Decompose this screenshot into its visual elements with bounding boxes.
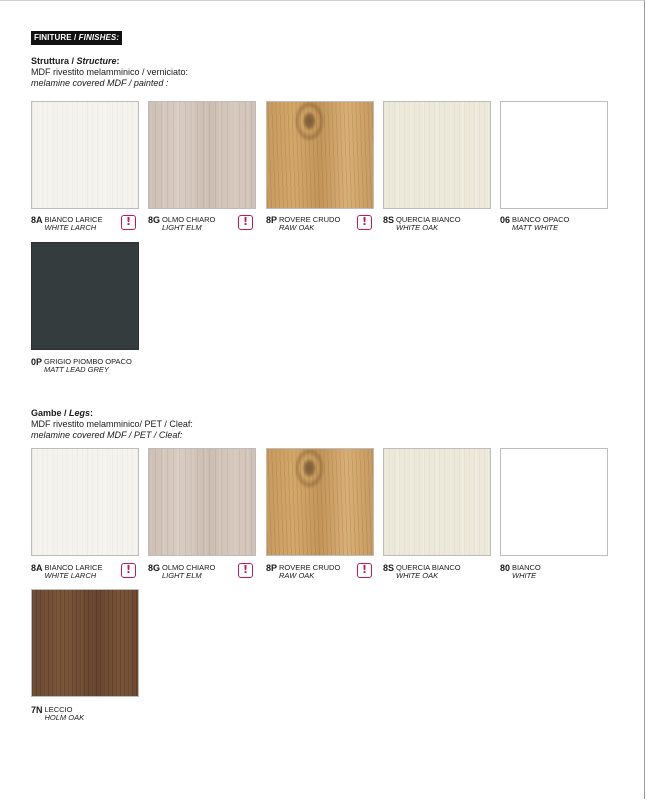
swatch-structure-0p[interactable] (31, 242, 139, 350)
finish-name: ROVERE CRUDO (279, 564, 341, 572)
warning-icon: ! (357, 563, 372, 578)
legs-subtitle-en: melamine covered MDF / PET / Cleaf: (31, 430, 183, 440)
warning-icon: ! (121, 215, 136, 230)
finish-name-en: LIGHT ELM (162, 223, 202, 232)
warning-icon: ! (238, 215, 253, 230)
legs-title-en: Legs (69, 408, 91, 418)
swatch-structure-06[interactable] (500, 101, 608, 209)
finish-name-en: WHITE OAK (396, 223, 439, 232)
structure-title-colon: : (116, 56, 120, 66)
finish-name-en: LIGHT ELM (162, 571, 202, 580)
finish-code: 7N (31, 705, 43, 715)
caption-structure-8s (383, 216, 493, 232)
finish-name-en: RAW OAK (279, 223, 315, 232)
legs-title-colon: : (90, 408, 94, 418)
finish-name-en: RAW OAK (279, 571, 315, 580)
finish-code: 80 (500, 563, 511, 573)
warning-icon: ! (121, 563, 136, 578)
finish-code: 8S (383, 215, 395, 225)
finish-code: 8P (266, 563, 278, 573)
swatch-structure-8p[interactable] (266, 101, 374, 209)
structure-subtitle-en: melamine covered MDF / painted : (31, 78, 169, 88)
finish-code: 06 (500, 215, 511, 225)
finish-name: BIANCO (512, 564, 541, 572)
finish-name: QUERCIA BIANCO (396, 564, 461, 572)
finish-code: 0P (31, 357, 43, 367)
caption-structure-06 (500, 216, 610, 232)
finish-name: ROVERE CRUDO (279, 216, 341, 224)
heading-it: FINITURE (34, 33, 72, 42)
finish-name-en: WHITE LARCH (44, 571, 97, 580)
structure-subtitle-it: MDF rivestito melamminico / verniciato: (31, 67, 189, 77)
finish-code: 8A (31, 563, 43, 573)
structure-title-sep: / (69, 56, 77, 66)
legs-subtitle-it: MDF rivestito melamminico/ PET / Cleaf: (31, 419, 193, 429)
finish-name-en: WHITE (512, 571, 537, 580)
finish-name-en: WHITE LARCH (44, 223, 97, 232)
finish-name: BIANCO LARICE (44, 564, 103, 572)
structure-section-title (31, 56, 188, 89)
caption-legs-8s (383, 564, 493, 580)
finish-name: OLMO CHIARO (162, 564, 216, 572)
swatch-legs-80[interactable] (500, 448, 608, 556)
finish-code: 8G (148, 215, 161, 225)
structure-title-en: Structure (76, 56, 117, 66)
warning-icon: ! (357, 215, 372, 230)
finish-code: 8A (31, 215, 43, 225)
finish-name: QUERCIA BIANCO (396, 216, 461, 224)
caption-legs-7n (31, 706, 141, 722)
finish-code: 8S (383, 563, 395, 573)
legs-section-title (31, 408, 193, 441)
finish-name: LECCIO (44, 706, 73, 714)
finish-code: 8P (266, 215, 278, 225)
finish-name: BIANCO OPACO (512, 216, 570, 224)
legs-title-it: Gambe (31, 408, 62, 418)
finish-name-en: HOLM OAK (44, 713, 85, 722)
swatch-structure-8g[interactable] (148, 101, 256, 209)
heading-en: FINISHES: (78, 33, 120, 42)
finish-name: OLMO CHIARO (162, 216, 216, 224)
swatch-structure-8a[interactable] (31, 101, 139, 209)
swatch-legs-8p[interactable] (266, 448, 374, 556)
finish-name-en: MATT WHITE (512, 223, 559, 232)
finish-name-en: MATT LEAD GREY (44, 365, 109, 374)
heading-sep: / (71, 33, 79, 42)
finish-name: BIANCO LARICE (44, 216, 103, 224)
structure-title-it: Struttura (31, 56, 69, 66)
swatch-legs-7n[interactable] (31, 589, 139, 697)
legs-title-sep: / (61, 408, 70, 418)
finishes-heading (31, 31, 122, 45)
swatch-legs-8g[interactable] (148, 448, 256, 556)
finish-name: GRIGIO PIOMBO OPACO (44, 358, 132, 366)
swatch-legs-8s[interactable] (383, 448, 491, 556)
swatch-structure-8s[interactable] (383, 101, 491, 209)
caption-structure-0p (31, 358, 171, 374)
swatch-legs-8a[interactable] (31, 448, 139, 556)
finish-code: 8G (148, 563, 161, 573)
caption-legs-80 (500, 564, 610, 580)
finish-name-en: WHITE OAK (396, 571, 439, 580)
warning-icon: ! (238, 563, 253, 578)
